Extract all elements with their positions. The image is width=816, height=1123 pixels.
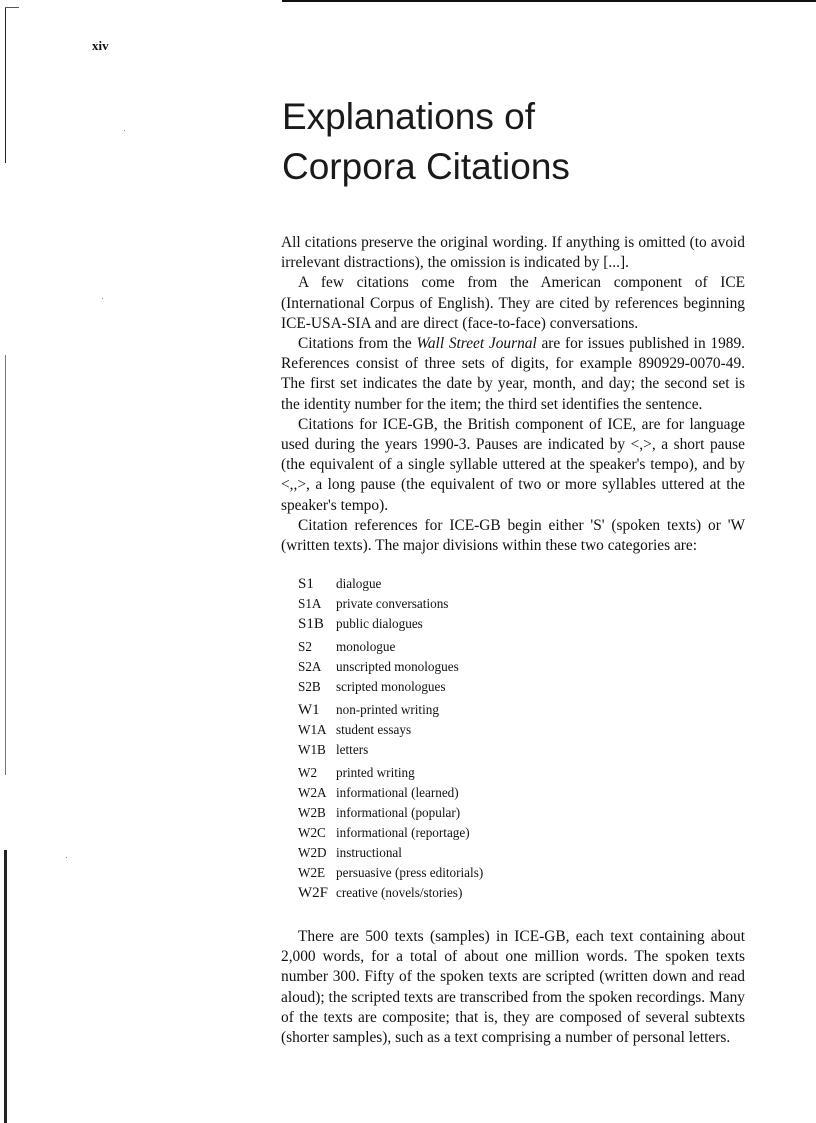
division-row [298,883,598,903]
intro-text [281,233,745,556]
scan-speck [124,130,125,131]
p3-text-before: Citations from the [298,335,417,353]
scan-speck [102,298,103,299]
chapter-title-line-1: Explanations of [282,96,536,137]
division-row [298,720,598,740]
division-desc: informational (learned) [336,785,459,800]
closing-text [281,927,745,1048]
division-code: W2B [298,805,326,820]
scan-edge-line [4,850,7,1123]
division-row [298,574,598,594]
written-nonprinted-group [298,700,598,760]
intro-paragraph-4: Citations for ICE-GB, the British component of ICE, are for language used during the years 1990-3. Pauses are indicated by <,>, a short pause (the equivalent of a single syllable uttered at the speaker's tempo), and by <,,>, a long pause (the equivalent of two or more syllables uttered at the speaker's tempo). [281,415,745,514]
written-printed-group [298,763,598,903]
division-code: S1 [298,576,314,592]
wsj-title: Wall Street Journal [416,335,537,353]
division-code: W1 [298,702,320,718]
spoken-dialogue-group [298,574,598,634]
division-code: W2C [298,825,326,840]
division-code: S2A [298,659,322,674]
division-row [298,863,598,883]
division-desc: printed writing [336,765,415,780]
division-row [298,637,598,657]
divisions-list [298,574,598,906]
chapter-title-line-2: Corpora Citations [282,146,570,187]
division-code: W1B [298,742,326,757]
division-code: S2B [298,679,321,694]
division-desc: monologue [336,639,396,654]
division-code: W2A [298,785,327,800]
division-row [298,700,598,720]
division-row [298,614,598,634]
division-row [298,657,598,677]
division-code: S2 [298,639,312,654]
scan-edge-line [5,8,6,163]
division-desc: unscripted monologues [336,659,459,674]
division-desc: instructional [336,845,402,860]
division-desc: letters [336,742,369,757]
division-desc: scripted monologues [336,679,446,694]
scan-corner-mark [5,7,19,8]
division-desc: persuasive (press editorials) [336,865,484,880]
intro-paragraph-1: All citations preserve the original wording. If anything is omitted (to avoid irrelevant distractions), the omission is indicated by [...]. [281,234,745,272]
division-row [298,677,598,697]
p3-text-after: are for issues published in 1989. References consist of three sets of digits, for example 890929-0070-49. The first set indicates the date by year, month, and day; the second set is the identity number for the item; the third set identifies the sentence. [281,335,745,413]
division-desc: public dialogues [336,616,423,631]
division-desc: informational (popular) [336,805,461,820]
division-code: W1A [298,722,327,737]
division-row [298,740,598,760]
division-desc: creative (novels/stories) [336,885,463,900]
page-number: xiv [92,38,109,53]
intro-paragraph-2: A few citations come from the American component of ICE (International Corpus of English). They are cited by references beginning ICE-USA-SIA and are direct (face-to-face) conversations. [281,274,745,332]
division-desc: dialogue [336,576,382,591]
division-code: W2E [298,865,326,880]
intro-paragraph-3 [281,334,745,415]
division-code: W2F [298,885,328,901]
scan-speck [66,857,67,858]
closing-paragraph: There are 500 texts (samples) in ICE-GB, each text containing about 2,000 words, for a total of about one million words. The spoken texts number 300. Fifty of the spoken texts are scripted (written down and read aloud); the scripted texts are transcribed from the spoken recordings. Many of the texts are composite; that is, they are composed of several subtexts (shorter samples), such as a text comprising a number of personal letters. [281,928,745,1047]
division-row [298,843,598,863]
scan-edge-line [5,355,6,775]
division-desc: private conversations [336,596,449,611]
chapter-title [282,92,570,192]
division-row [298,803,598,823]
intro-paragraph-5: Citation references for ICE-GB begin either 'S' (spoken texts) or 'W (written texts). The major divisions within these two categories are: [281,516,745,555]
division-desc: student essays [336,722,412,737]
division-code: W2D [298,845,327,860]
top-rule [282,0,816,2]
division-code: S1A [298,596,322,611]
division-row [298,594,598,614]
division-desc: non-printed writing [336,702,439,717]
division-code: W2 [298,765,318,780]
spoken-monologue-group [298,637,598,697]
division-row [298,783,598,803]
division-row [298,763,598,783]
division-code: S1B [298,616,324,632]
division-desc: informational (reportage) [336,825,470,840]
division-row [298,823,598,843]
